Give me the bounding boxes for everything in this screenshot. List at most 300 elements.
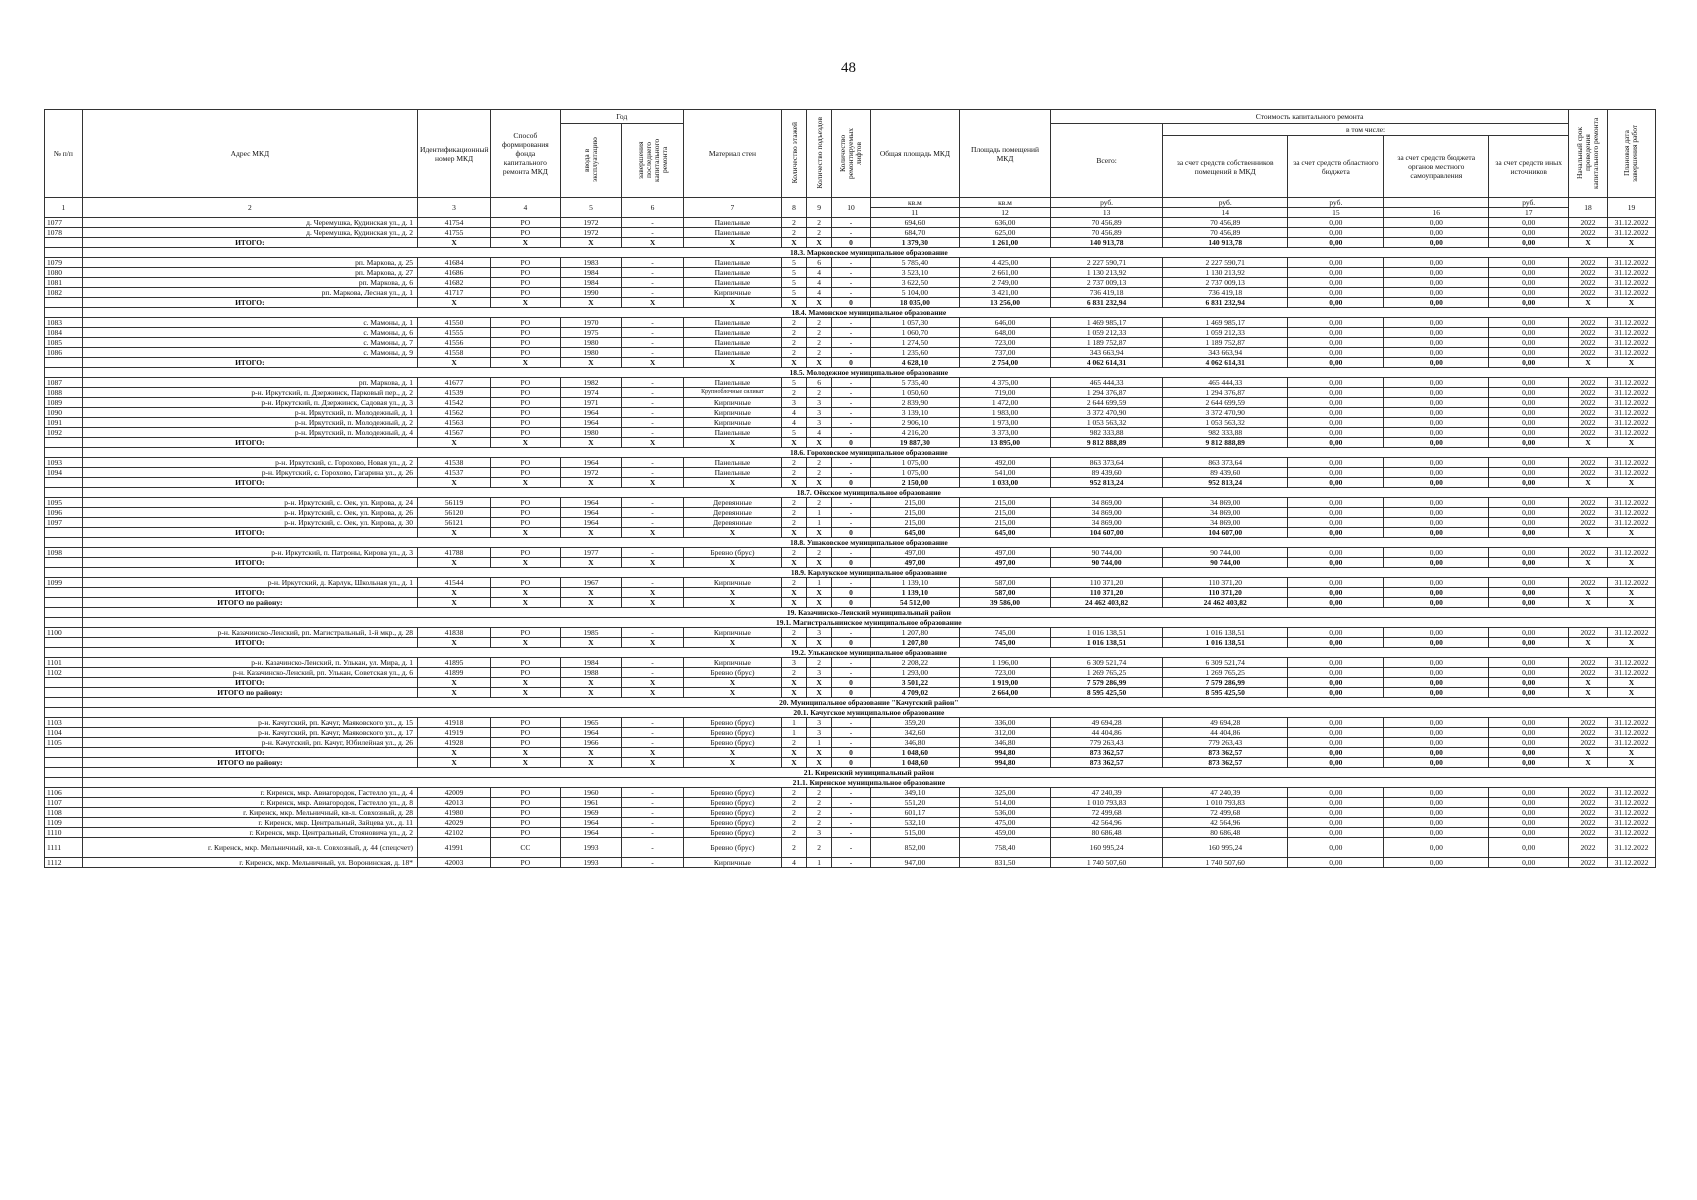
cell-col-3: 42009 (418, 788, 491, 798)
cell-col-13: 42 564,96 (1051, 818, 1163, 828)
cell-col-2: р-н. Качугский, рп. Качуг, Маяковского ул., д. 15 (82, 718, 417, 728)
cell-col-12: 514,00 (959, 798, 1050, 808)
cell-col-7: Бревно (брус) (683, 668, 781, 678)
cell-col-6: X (622, 678, 684, 688)
cell-col-9: 3 (807, 398, 832, 408)
section-title: 19. Казачинско-Ленский муниципальный район (82, 608, 1655, 618)
cell-col-4: РО (491, 228, 561, 238)
cell-col-18: 2022 (1569, 788, 1608, 798)
cell-col-6: X (622, 688, 684, 698)
cell-col-6: - (622, 388, 684, 398)
cell-col-16: 0,00 (1384, 598, 1489, 608)
cell-col-2: р-н. Иркутский, п. Патроны, Кирова ул., д. 3 (82, 548, 417, 558)
cell-col-11: 3 139,10 (870, 408, 959, 418)
cell-col-1: 1085 (45, 338, 83, 348)
cell-col-16: 0,00 (1384, 808, 1489, 818)
cell-col-10: - (832, 348, 871, 358)
cell-col-2: рп. Маркова, д. 27 (82, 268, 417, 278)
cell-col-3: 41567 (418, 428, 491, 438)
cell-col-14: 1 294 376,87 (1162, 388, 1287, 398)
cell-col-5: 1972 (560, 218, 622, 228)
cell-col-16: 0,00 (1384, 218, 1489, 228)
cell-col-18: 2022 (1569, 658, 1608, 668)
cell-col-10: - (832, 318, 871, 328)
cell-col-15: 0,00 (1288, 558, 1384, 568)
cell-col-5: 1964 (560, 418, 622, 428)
section-title: 21.1. Киренское муниципальное образование (82, 778, 1655, 788)
cell-col-16: 0,00 (1384, 238, 1489, 248)
cell-col-13: 2 227 590,71 (1051, 258, 1163, 268)
cell-col-2: ИТОГО: (82, 238, 417, 248)
cell-col-1: 1101 (45, 658, 83, 668)
cell-col-5: 1964 (560, 728, 622, 738)
cell-col-16: 0,00 (1384, 668, 1489, 678)
cell-col-6: X (622, 238, 684, 248)
cell-col-3: 41918 (418, 718, 491, 728)
cell-col-10: 0 (832, 438, 871, 448)
cell-col-18: X (1569, 528, 1608, 538)
cell-col-7: X (683, 528, 781, 538)
cell-col-5: 1964 (560, 458, 622, 468)
section-title: 18.6. Гороховское муниципальное образование (82, 448, 1655, 458)
cell-col-19: X (1607, 678, 1655, 688)
cell-col-9: 3 (807, 628, 832, 638)
hdr-num-11: 11 (870, 208, 959, 218)
section-blank-cell (45, 618, 83, 628)
cell-col-12: 646,00 (959, 318, 1050, 328)
cell-col-2: ИТОГО: (82, 588, 417, 598)
cell-col-1: 1082 (45, 288, 83, 298)
hdr-num-7: 7 (683, 198, 781, 218)
cell-col-10: - (832, 258, 871, 268)
cell-col-17: 0,00 (1489, 518, 1569, 528)
cell-col-12: 719,00 (959, 388, 1050, 398)
cell-col-6: - (622, 408, 684, 418)
cell-col-6: - (622, 668, 684, 678)
cell-col-1 (45, 438, 83, 448)
section-blank-cell (45, 368, 83, 378)
cell-col-14: 44 404,86 (1162, 728, 1287, 738)
cell-col-10: - (832, 468, 871, 478)
table-row (45, 578, 1656, 588)
cell-col-4: РО (491, 508, 561, 518)
cell-col-19: 31.12.2022 (1607, 398, 1655, 408)
cell-col-10: - (832, 858, 871, 868)
cell-col-14: 24 462 403,82 (1162, 598, 1287, 608)
section-header-row (45, 568, 1656, 578)
cell-col-7: Панельные (683, 268, 781, 278)
cell-col-10: - (832, 548, 871, 558)
cell-col-7: Бревно (брус) (683, 828, 781, 838)
cell-col-6: - (622, 718, 684, 728)
section-header-row (45, 648, 1656, 658)
cell-col-9: 4 (807, 268, 832, 278)
hdr-num-18: 18 (1569, 198, 1608, 218)
cell-col-2: р-н. Иркутский, с. Оек, ул. Кирова, д. 30 (82, 518, 417, 528)
cell-col-15: 0,00 (1288, 738, 1384, 748)
cell-col-18: 2022 (1569, 548, 1608, 558)
cell-col-11: 694,60 (870, 218, 959, 228)
cell-col-7: X (683, 478, 781, 488)
cell-col-10: - (832, 288, 871, 298)
cell-col-5: 1961 (560, 798, 622, 808)
cell-col-8: X (781, 358, 806, 368)
cell-col-13: 4 062 614,31 (1051, 358, 1163, 368)
cell-col-14: 110 371,20 (1162, 578, 1287, 588)
cell-col-13: 873 362,57 (1051, 748, 1163, 758)
cell-col-8: X (781, 678, 806, 688)
cell-col-5: X (560, 358, 622, 368)
cell-col-7: Бревно (брус) (683, 738, 781, 748)
cell-col-2: р-н. Иркутский, д. Карлук, Школьная ул., д. 1 (82, 578, 417, 588)
cell-col-19: 31.12.2022 (1607, 518, 1655, 528)
cell-col-3: 42102 (418, 828, 491, 838)
cell-col-7: Панельные (683, 228, 781, 238)
cell-col-4: РО (491, 578, 561, 588)
section-header-row (45, 618, 1656, 628)
cell-col-6: - (622, 258, 684, 268)
cell-col-15: 0,00 (1288, 218, 1384, 228)
cell-col-12: 459,00 (959, 828, 1050, 838)
cell-col-2: рп. Маркова, Лесная ул., д. 1 (82, 288, 417, 298)
cell-col-8: 2 (781, 578, 806, 588)
cell-col-12: 536,00 (959, 808, 1050, 818)
cell-col-16: 0,00 (1384, 578, 1489, 588)
cell-col-6: - (622, 788, 684, 798)
cell-col-9: X (807, 758, 832, 768)
hdr-floors: Количество этажей (781, 110, 806, 198)
cell-col-2: р-н. Иркутский, с. Горохово, Новая ул., д. 2 (82, 458, 417, 468)
cell-col-6: - (622, 468, 684, 478)
hdr-unit-11: кв.м (870, 198, 959, 208)
cell-col-2: ИТОГО: (82, 528, 417, 538)
section-header-row (45, 248, 1656, 258)
cell-col-6: - (622, 578, 684, 588)
cell-col-18: 2022 (1569, 278, 1608, 288)
cell-col-8: 5 (781, 288, 806, 298)
cell-col-11: 5 735,40 (870, 378, 959, 388)
cell-col-7: Бревно (брус) (683, 548, 781, 558)
cell-col-15: 0,00 (1288, 498, 1384, 508)
cell-col-9: X (807, 358, 832, 368)
cell-col-17: 0,00 (1489, 598, 1569, 608)
total-row (45, 638, 1656, 648)
cell-col-19: 31.12.2022 (1607, 718, 1655, 728)
table-row (45, 388, 1656, 398)
cell-col-11: 2 906,10 (870, 418, 959, 428)
cell-col-3: X (418, 478, 491, 488)
cell-col-17: 0,00 (1489, 378, 1569, 388)
cell-col-3: X (418, 438, 491, 448)
cell-col-12: 737,00 (959, 348, 1050, 358)
cell-col-2: ИТОГО по району: (82, 688, 417, 698)
cell-col-9: 2 (807, 548, 832, 558)
cell-col-9: X (807, 558, 832, 568)
cell-col-17: 0,00 (1489, 858, 1569, 868)
cell-col-17: 0,00 (1489, 258, 1569, 268)
cell-col-12: 758,40 (959, 838, 1050, 858)
cell-col-12: 648,00 (959, 328, 1050, 338)
cell-col-14: 465 444,33 (1162, 378, 1287, 388)
cell-col-3: 41928 (418, 738, 491, 748)
cell-col-5: 1974 (560, 388, 622, 398)
cell-col-10: 0 (832, 638, 871, 648)
section-blank-cell (45, 448, 83, 458)
cell-col-2: г. Киренск, мкр. Авиагородок, Гастелло ул., д. 4 (82, 788, 417, 798)
cell-col-2: р-н. Иркутский, п. Молодежный, д. 4 (82, 428, 417, 438)
cell-col-13: 1 016 138,51 (1051, 628, 1163, 638)
cell-col-11: 1 235,60 (870, 348, 959, 358)
cell-col-7: Панельные (683, 218, 781, 228)
cell-col-11: 349,10 (870, 788, 959, 798)
cell-col-14: 863 373,64 (1162, 458, 1287, 468)
cell-col-4: РО (491, 268, 561, 278)
cell-col-2: ИТОГО: (82, 298, 417, 308)
cell-col-19: X (1607, 438, 1655, 448)
cell-col-3: 41562 (418, 408, 491, 418)
cell-col-10: - (832, 818, 871, 828)
cell-col-12: 2 749,00 (959, 278, 1050, 288)
cell-col-11: 215,00 (870, 518, 959, 528)
cell-col-16: 0,00 (1384, 278, 1489, 288)
cell-col-16: 0,00 (1384, 228, 1489, 238)
cell-col-4: РО (491, 658, 561, 668)
cell-col-11: 532,10 (870, 818, 959, 828)
cell-col-6: - (622, 228, 684, 238)
cell-col-7: X (683, 678, 781, 688)
cell-col-11: 1 060,70 (870, 328, 959, 338)
cell-col-12: 587,00 (959, 588, 1050, 598)
cell-col-19: X (1607, 638, 1655, 648)
cell-col-9: 2 (807, 338, 832, 348)
cell-col-2: ИТОГО: (82, 558, 417, 568)
cell-col-1: 1091 (45, 418, 83, 428)
cell-col-3: 41537 (418, 468, 491, 478)
cell-col-5: 1964 (560, 498, 622, 508)
cell-col-13: 1 016 138,51 (1051, 638, 1163, 648)
cell-col-18: 2022 (1569, 288, 1608, 298)
section-blank-cell (45, 538, 83, 548)
cell-col-1: 1110 (45, 828, 83, 838)
cell-col-14: 34 869,00 (1162, 498, 1287, 508)
cell-col-19: 31.12.2022 (1607, 808, 1655, 818)
hdr-unit-17: руб. (1489, 198, 1569, 208)
cell-col-8: 2 (781, 228, 806, 238)
cell-col-13: 140 913,78 (1051, 238, 1163, 248)
cell-col-12: 1 472,00 (959, 398, 1050, 408)
cell-col-13: 6 831 232,94 (1051, 298, 1163, 308)
cell-col-7: Деревянные (683, 498, 781, 508)
cell-col-6: - (622, 278, 684, 288)
cell-col-1: 1108 (45, 808, 83, 818)
cell-col-13: 90 744,00 (1051, 558, 1163, 568)
cell-col-16: 0,00 (1384, 438, 1489, 448)
cell-col-16: 0,00 (1384, 508, 1489, 518)
table-body (45, 218, 1656, 868)
cell-col-2: р-н. Качугский, рп. Качуг, Юбилейная ул., д. 26 (82, 738, 417, 748)
cell-col-2: д. Черемушка, Кудинская ул., д. 1 (82, 218, 417, 228)
cell-col-1: 1090 (45, 408, 83, 418)
cell-col-13: 6 309 521,74 (1051, 658, 1163, 668)
cell-col-3: X (418, 758, 491, 768)
cell-col-8: 2 (781, 338, 806, 348)
hdr-num-4: 4 (491, 198, 561, 218)
cell-col-8: X (781, 478, 806, 488)
cell-col-1: 1093 (45, 458, 83, 468)
cell-col-1: 1109 (45, 818, 83, 828)
cell-col-17: 0,00 (1489, 508, 1569, 518)
cell-col-17: 0,00 (1489, 798, 1569, 808)
cell-col-13: 89 439,60 (1051, 468, 1163, 478)
cell-col-13: 34 869,00 (1051, 518, 1163, 528)
cell-col-2: р-н. Иркутский, с. Оек, ул. Кирова, д. 26 (82, 508, 417, 518)
cell-col-10: - (832, 408, 871, 418)
cell-col-10: - (832, 808, 871, 818)
cell-col-11: 551,20 (870, 798, 959, 808)
cell-col-2: р-н. Казачинско-Ленский, рп. Улькан, Советская ул., д. 6 (82, 668, 417, 678)
hdr-premises-area: Площадь помещений МКД (959, 110, 1050, 198)
cell-col-19: X (1607, 238, 1655, 248)
cell-col-15: 0,00 (1288, 638, 1384, 648)
cell-col-10: 0 (832, 678, 871, 688)
cell-col-14: 1 469 985,17 (1162, 318, 1287, 328)
cell-col-16: 0,00 (1384, 408, 1489, 418)
cell-col-4: РО (491, 408, 561, 418)
cell-col-8: X (781, 558, 806, 568)
cell-col-4: X (491, 438, 561, 448)
cell-col-5: X (560, 298, 622, 308)
cell-col-7: Панельные (683, 458, 781, 468)
cell-col-19: X (1607, 748, 1655, 758)
cell-col-14: 70 456,89 (1162, 228, 1287, 238)
cell-col-18: X (1569, 748, 1608, 758)
cell-col-9: 2 (807, 788, 832, 798)
cell-col-8: 2 (781, 218, 806, 228)
cell-col-7: X (683, 298, 781, 308)
cell-col-4: РО (491, 288, 561, 298)
cell-col-7: X (683, 588, 781, 598)
cell-col-13: 8 595 425,50 (1051, 688, 1163, 698)
cell-col-2: г. Киренск, мкр. Авиагородок, Гастелло ул., д. 8 (82, 798, 417, 808)
cell-col-8: 2 (781, 328, 806, 338)
cell-col-12: 723,00 (959, 668, 1050, 678)
cell-col-15: 0,00 (1288, 358, 1384, 368)
cell-col-11: 1 139,10 (870, 588, 959, 598)
cell-col-1 (45, 688, 83, 698)
cell-col-8: 2 (781, 788, 806, 798)
cell-col-16: 0,00 (1384, 858, 1489, 868)
cell-col-11: 215,00 (870, 508, 959, 518)
cell-col-2: ИТОГО: (82, 748, 417, 758)
cell-col-6: X (622, 438, 684, 448)
cell-col-19: 31.12.2022 (1607, 468, 1655, 478)
cell-col-6: X (622, 588, 684, 598)
cell-col-8: 2 (781, 628, 806, 638)
cell-col-2: ИТОГО по району: (82, 598, 417, 608)
cell-col-6: X (622, 748, 684, 758)
cell-col-8: 4 (781, 858, 806, 868)
cell-col-15: 0,00 (1288, 278, 1384, 288)
cell-col-5: X (560, 588, 622, 598)
cell-col-1 (45, 478, 83, 488)
cell-col-17: 0,00 (1489, 788, 1569, 798)
cell-col-18: 2022 (1569, 738, 1608, 748)
cell-col-7: Кирпичные (683, 408, 781, 418)
cell-col-9: 2 (807, 458, 832, 468)
cell-col-19: 31.12.2022 (1607, 418, 1655, 428)
cell-col-15: 0,00 (1288, 678, 1384, 688)
cell-col-14: 42 564,96 (1162, 818, 1287, 828)
total-row (45, 238, 1656, 248)
cell-col-3: 41899 (418, 668, 491, 678)
cell-col-5: 1964 (560, 518, 622, 528)
total-row (45, 688, 1656, 698)
section-header-row (45, 488, 1656, 498)
cell-col-15: 0,00 (1288, 228, 1384, 238)
cell-col-14: 34 869,00 (1162, 508, 1287, 518)
cell-col-17: 0,00 (1489, 628, 1569, 638)
cell-col-12: 625,00 (959, 228, 1050, 238)
cell-col-10: - (832, 628, 871, 638)
cell-col-19: X (1607, 558, 1655, 568)
cell-col-2: ИТОГО: (82, 358, 417, 368)
cell-col-17: 0,00 (1489, 688, 1569, 698)
hdr-num-16: 16 (1384, 208, 1489, 218)
cell-col-7: Кирпичные (683, 288, 781, 298)
cell-col-19: 31.12.2022 (1607, 728, 1655, 738)
cell-col-2: р-н. Казачинско-Ленский, рп. Магистральный, 1-й мкр., д. 28 (82, 628, 417, 638)
cell-col-7: Кирпичные (683, 418, 781, 428)
cell-col-14: 110 371,20 (1162, 588, 1287, 598)
cell-col-6: - (622, 738, 684, 748)
cell-col-10: 0 (832, 298, 871, 308)
cell-col-4: X (491, 478, 561, 488)
cell-col-3: 41895 (418, 658, 491, 668)
cell-col-17: 0,00 (1489, 828, 1569, 838)
cell-col-19: 31.12.2022 (1607, 858, 1655, 868)
cell-col-15: 0,00 (1288, 408, 1384, 418)
cell-col-7: Панельные (683, 428, 781, 438)
cell-col-9: 1 (807, 738, 832, 748)
hdr-year: Год (560, 110, 683, 124)
cell-col-19: 31.12.2022 (1607, 408, 1655, 418)
cell-col-18: 2022 (1569, 318, 1608, 328)
section-title: 18.9. Карлукское муниципальное образование (82, 568, 1655, 578)
cell-col-1: 1096 (45, 508, 83, 518)
cell-col-18: 2022 (1569, 428, 1608, 438)
cell-col-11: 5 104,00 (870, 288, 959, 298)
cell-col-1: 1081 (45, 278, 83, 288)
cell-col-5: X (560, 528, 622, 538)
cell-col-12: 492,00 (959, 458, 1050, 468)
cell-col-6: - (622, 838, 684, 858)
cell-col-3: 41788 (418, 548, 491, 558)
cell-col-16: 0,00 (1384, 588, 1489, 598)
cell-col-1: 1097 (45, 518, 83, 528)
cell-col-16: 0,00 (1384, 288, 1489, 298)
hdr-unit-12: кв.м (959, 198, 1050, 208)
table-row (45, 288, 1656, 298)
hdr-num-1: 1 (45, 198, 83, 218)
cell-col-8: 2 (781, 458, 806, 468)
cell-col-14: 779 263,43 (1162, 738, 1287, 748)
cell-col-15: 0,00 (1288, 688, 1384, 698)
table-row (45, 228, 1656, 238)
cell-col-6: - (622, 268, 684, 278)
cell-col-3: 41919 (418, 728, 491, 738)
cell-col-16: 0,00 (1384, 728, 1489, 738)
cell-col-6: - (622, 628, 684, 638)
